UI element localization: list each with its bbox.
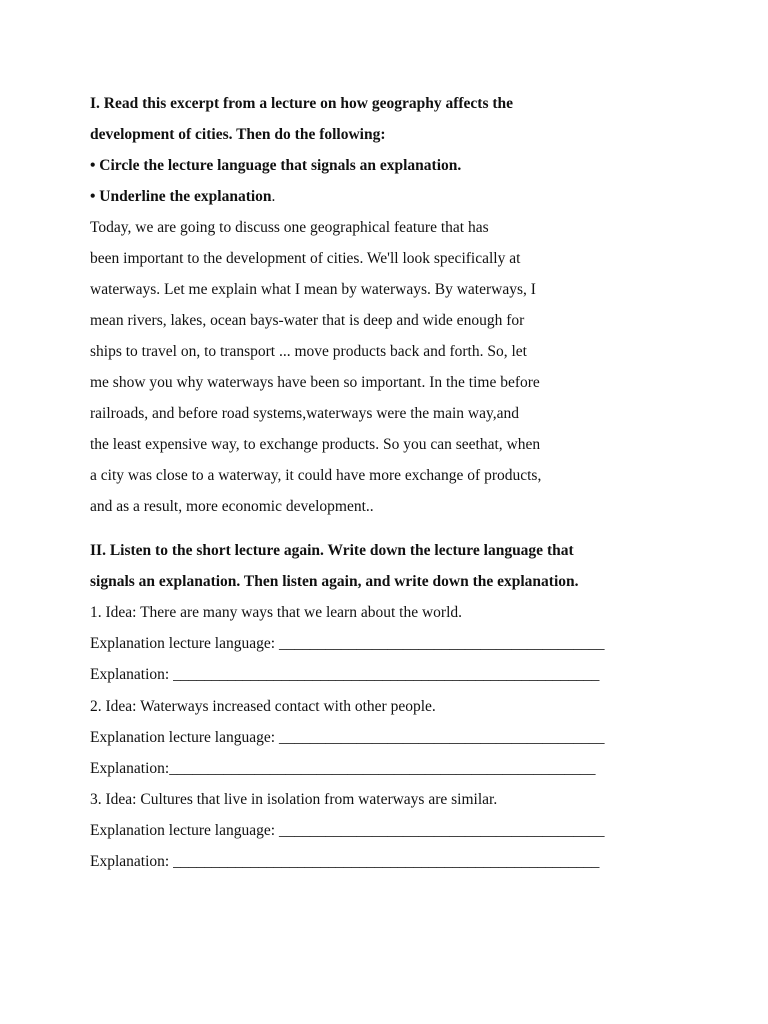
excerpt-line-6: me show you why waterways have been so important. In the time before	[90, 374, 540, 391]
excerpt-line-1: Today, we are going to discuss one geographical feature that has	[90, 219, 489, 236]
instruction-bullet-underline-text: • Underline the explanation	[90, 188, 272, 205]
item-2-explanation-row	[90, 759, 595, 779]
item-2-explanation-label: Explanation:	[90, 760, 170, 777]
item-1-lecture-language-blank[interactable]: __________________________________________	[278, 635, 605, 652]
item-3-lecture-language-blank[interactable]: __________________________________________	[278, 822, 605, 839]
item-2-lecture-language-row	[90, 728, 604, 748]
item-3-lecture-language-row	[90, 821, 604, 841]
item-1-explanation-label: Explanation:	[90, 666, 174, 683]
item-1-idea: 1. Idea: There are many ways that we learn about the world.	[90, 604, 462, 621]
excerpt-line-8: the least expensive way, to exchange products. So you can seethat, when	[90, 436, 541, 453]
instruction-bullet-underline	[90, 187, 275, 207]
item-1-explanation-blank[interactable]: _______________________________________________________	[173, 666, 600, 683]
section1-heading-line-1: I. Read this excerpt from a lecture on how geography affects the	[90, 95, 514, 112]
item-3-idea: 3. Idea: Cultures that live in isolation from waterways are similar.	[90, 791, 498, 808]
item-2-idea: 2. Idea: Waterways increased contact with other people.	[90, 698, 436, 715]
item-2-explanation-blank[interactable]: _______________________________________________________	[169, 760, 596, 777]
excerpt-line-4: mean rivers, lakes, ocean bays-water that is deep and wide enough for	[90, 312, 525, 329]
instruction-bullet-circle: • Circle the lecture language that signals an explanation.	[90, 157, 462, 174]
item-3-lecture-language-label: Explanation lecture language:	[90, 822, 279, 839]
excerpt-line-10: and as a result, more economic development..	[90, 498, 374, 515]
item-3-explanation-label: Explanation:	[90, 853, 174, 870]
section2-heading-line-2: signals an explanation. Then listen again, and write down the explanation.	[90, 573, 579, 590]
item-2-lecture-language-blank[interactable]: __________________________________________	[278, 729, 605, 746]
item-1-explanation-row	[90, 665, 599, 685]
excerpt-line-7: railroads, and before road systems,waterways were the main way,and	[90, 405, 519, 422]
instruction-bullet-underline-period: .	[271, 188, 276, 205]
section1-heading-line-2: development of cities. Then do the following:	[90, 126, 386, 143]
section2-heading-line-1: II. Listen to the short lecture again. Write down the lecture language that	[90, 542, 574, 559]
excerpt-line-5: ships to travel on, to transport ... move products back and forth. So, let	[90, 343, 527, 360]
item-1-lecture-language-row	[90, 634, 604, 654]
excerpt-line-2: been important to the development of cities. We'll look specifically at	[90, 250, 521, 267]
item-2-lecture-language-label: Explanation lecture language:	[90, 729, 279, 746]
item-3-explanation-blank[interactable]: _______________________________________________________	[173, 853, 600, 870]
item-1-lecture-language-label: Explanation lecture language:	[90, 635, 279, 652]
excerpt-line-3: waterways. Let me explain what I mean by waterways. By waterways, I	[90, 281, 536, 298]
item-3-explanation-row	[90, 852, 599, 872]
excerpt-line-9: a city was close to a waterway, it could have more exchange of products,	[90, 467, 542, 484]
